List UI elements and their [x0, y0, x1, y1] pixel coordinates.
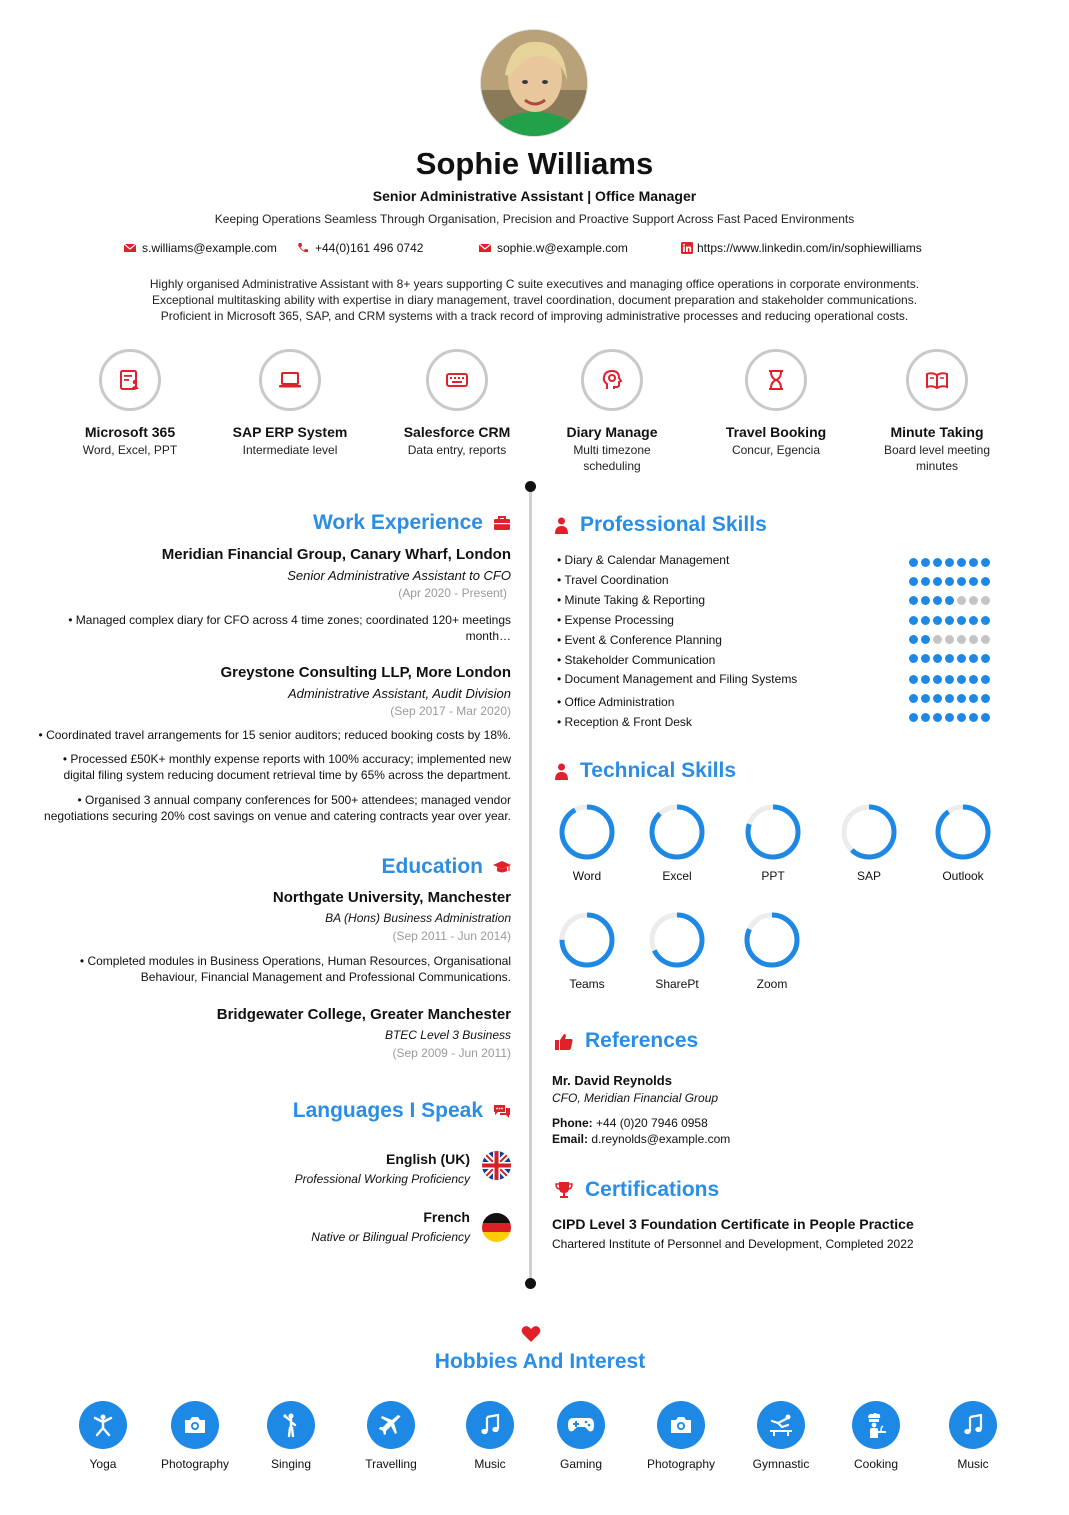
- rating-dot-filled: [909, 713, 918, 722]
- skill-rating: [909, 694, 990, 703]
- uk-flag-icon: [482, 1151, 511, 1180]
- section-title: Technical Skills: [580, 759, 737, 782]
- skill-name: • Minute Taking & Reporting: [557, 593, 706, 607]
- section-work-experience: [313, 511, 511, 535]
- tile-circle: [581, 349, 643, 411]
- progress-ring: [558, 911, 616, 969]
- tech-skill: [742, 911, 802, 991]
- tile-subtitle: minutes: [915, 459, 959, 473]
- profile-photo: [480, 29, 588, 137]
- hobby-circle: [949, 1401, 997, 1449]
- hobby-label: Music: [474, 1457, 506, 1471]
- rating-dot-filled: [921, 654, 930, 663]
- certificate-detail: Chartered Institute of Personnel and Development, Completed 2022: [552, 1237, 914, 1251]
- job-bullet: digital filing system reducing document retrieval time by 65% across the department.: [63, 768, 511, 782]
- job-bullet: month…: [465, 629, 511, 643]
- rating-dot-empty: [981, 635, 990, 644]
- skill-name: • Stakeholder Communication: [557, 653, 716, 667]
- job-role: Senior Administrative Assistant to CFO: [287, 568, 511, 583]
- rating-dot-filled: [945, 675, 954, 684]
- skill-name: • Office Administration: [557, 695, 675, 709]
- progress-ring: [744, 803, 802, 861]
- skill-name: • Event & Conference Planning: [557, 633, 722, 647]
- hobby-circle: [367, 1401, 415, 1449]
- contact-linkedin[interactable]: [681, 241, 922, 255]
- progress-ring: [743, 911, 801, 969]
- gymnastic-icon: [768, 1413, 794, 1437]
- rating-dot-filled: [909, 654, 918, 663]
- tile-circle: [99, 349, 161, 411]
- tech-skill-label: Word: [572, 869, 602, 883]
- skill-name: • Document Management and Filing Systems: [557, 672, 798, 686]
- tech-skill-label: Excel: [662, 869, 692, 883]
- progress-ring: [840, 803, 898, 861]
- tile-subtitle: Concur, Egencia: [731, 443, 821, 457]
- rating-dot-filled: [945, 596, 954, 605]
- gamepad-icon: [567, 1415, 595, 1435]
- rating-dot-filled: [933, 596, 942, 605]
- rating-dot-filled: [969, 654, 978, 663]
- ring-progress: [562, 807, 612, 857]
- progress-ring: [648, 803, 706, 861]
- rating-dot-filled: [981, 654, 990, 663]
- hobby-label: Photography: [160, 1457, 230, 1471]
- tech-skill-label: SharePt: [655, 977, 699, 991]
- rating-dot-filled: [921, 675, 930, 684]
- reference-phone: [552, 1116, 708, 1130]
- job-bullet: • Processed £50K+ monthly expense reports with 100% accuracy; implemented new: [62, 752, 511, 766]
- job-headline: Senior Administrative Assistant | Office Manager: [372, 188, 697, 204]
- hobby-item: [440, 1401, 540, 1471]
- section-title: Education: [381, 855, 483, 878]
- tile-circle: [906, 349, 968, 411]
- section-references: [555, 1029, 698, 1053]
- section-title: Work Experience: [312, 511, 483, 534]
- job-bullet: • Organised 3 annual company conferences for 500+ attendees; managed vendor: [77, 793, 511, 807]
- hourglass-icon: [767, 369, 785, 391]
- rating-dot-filled: [909, 596, 918, 605]
- rating-dot-filled: [909, 635, 918, 644]
- hobby-label: Photography: [646, 1457, 716, 1471]
- contact-phone[interactable]: [297, 241, 423, 255]
- rating-dot-filled: [957, 558, 966, 567]
- heart-icon: [521, 1325, 541, 1343]
- hobby-circle: [557, 1401, 605, 1449]
- section-title: Professional Skills: [580, 513, 767, 536]
- section-technical-skills: [555, 759, 736, 783]
- tech-skill: [557, 911, 617, 991]
- rating-dot-filled: [921, 635, 930, 644]
- skill-rating: [909, 713, 990, 722]
- rating-dot-filled: [921, 694, 930, 703]
- rating-dot-filled: [981, 675, 990, 684]
- tech-skill: [839, 803, 899, 883]
- tile-title: SAP ERP System: [232, 424, 348, 440]
- hobby-circle: [171, 1401, 219, 1449]
- airplane-icon: [379, 1413, 403, 1437]
- tech-skill-label: PPT: [761, 869, 785, 883]
- chat-bubbles-icon: [493, 1102, 511, 1120]
- hobby-item: [53, 1401, 153, 1471]
- language-level: Native or Bilingual Proficiency: [311, 1230, 470, 1244]
- person-name: Sophie Williams: [415, 146, 654, 181]
- skill-rating: [909, 675, 990, 684]
- hobby-label: Travelling: [365, 1457, 417, 1471]
- edu-dates: (Sep 2011 - Jun 2014): [392, 929, 511, 943]
- rating-dot-filled: [981, 713, 990, 722]
- edu-bullet: Behaviour, Financial Management and Professional Communications.: [140, 970, 511, 984]
- ring-progress: [938, 807, 988, 857]
- hobby-circle: [466, 1401, 514, 1449]
- summary-line: Exceptional multitasking ability with expertise in diary management, travel coordination, document preparation and stakeholder communications.: [151, 293, 918, 307]
- music-note-icon: [479, 1414, 501, 1436]
- language-item: [295, 1151, 470, 1186]
- contact-email[interactable]: [124, 241, 277, 255]
- phone-text: +44(0)161 496 0742: [315, 241, 424, 255]
- tile-circle: [745, 349, 807, 411]
- rating-dot-filled: [969, 558, 978, 567]
- rating-dot-empty: [957, 596, 966, 605]
- certificate-name: CIPD Level 3 Foundation Certificate in People Practice: [552, 1216, 914, 1232]
- rating-dot-filled: [969, 577, 978, 586]
- rating-dot-filled: [969, 675, 978, 684]
- hobby-circle: [267, 1401, 315, 1449]
- rating-dot-filled: [981, 577, 990, 586]
- hobby-label: Cooking: [853, 1457, 899, 1471]
- summary-line: Proficient in Microsoft 365, SAP, and CRM systems with a track record of improving administrative processes and reducing operational costs.: [160, 309, 909, 323]
- hobby-item: [145, 1401, 245, 1471]
- skill-name: • Reception & Front Desk: [557, 715, 692, 729]
- timeline-divider: [529, 486, 532, 1284]
- rating-dot-filled: [945, 558, 954, 567]
- rating-dot-filled: [933, 675, 942, 684]
- camera-icon: [183, 1415, 207, 1435]
- tile-subtitle: Multi timezone: [573, 443, 651, 457]
- rating-dot-empty: [981, 596, 990, 605]
- edu-bullet: • Completed modules in Business Operations, Human Resources, Organisational: [79, 954, 511, 968]
- rating-dot-filled: [933, 694, 942, 703]
- progress-ring: [558, 803, 616, 861]
- thumbs-up-icon: [555, 1033, 573, 1050]
- rating-dot-filled: [933, 713, 942, 722]
- rating-dot-empty: [945, 635, 954, 644]
- tile-subtitle: Intermediate level: [242, 443, 338, 457]
- rating-dot-filled: [957, 616, 966, 625]
- skill-rating: [909, 616, 990, 625]
- laptop-icon: [278, 369, 302, 391]
- section-hobbies: Hobbies And Interest: [434, 1350, 646, 1373]
- tile-title: Travel Booking: [725, 424, 827, 440]
- skill-name: • Travel Coordination: [557, 573, 669, 587]
- edu-degree: BTEC Level 3 Business: [384, 1028, 511, 1042]
- rating-dot-filled: [969, 616, 978, 625]
- phone-icon: [297, 242, 309, 254]
- rating-dot-filled: [921, 558, 930, 567]
- language-name: English (UK): [386, 1151, 470, 1167]
- tile-title: Diary Manage: [566, 424, 658, 440]
- ring-progress: [652, 807, 702, 857]
- rating-dot-filled: [933, 654, 942, 663]
- rating-dot-filled: [969, 694, 978, 703]
- rating-dot-empty: [933, 635, 942, 644]
- hobby-item: [631, 1401, 731, 1471]
- tech-skill: [647, 911, 707, 991]
- rating-dot-filled: [921, 577, 930, 586]
- section-title: References: [585, 1029, 699, 1052]
- skill-tile: [215, 349, 365, 458]
- section-languages: [293, 1099, 511, 1123]
- skill-rating: [909, 558, 990, 567]
- cooking-icon: [864, 1412, 888, 1438]
- skill-rating: [909, 577, 990, 586]
- language-level: Professional Working Proficiency: [294, 1172, 470, 1186]
- timeline-dot: [525, 481, 536, 492]
- rating-dot-filled: [945, 694, 954, 703]
- tech-skill: [647, 803, 707, 883]
- reference-email[interactable]: [552, 1132, 730, 1146]
- hobby-item: [241, 1401, 341, 1471]
- trophy-icon: [555, 1181, 573, 1199]
- rating-dot-filled: [909, 616, 918, 625]
- rating-dot-filled: [969, 713, 978, 722]
- email2-text: sophie.w@example.com: [497, 241, 628, 255]
- rating-dot-filled: [981, 558, 990, 567]
- job-dates: (Sep 2017 - Mar 2020): [390, 704, 511, 718]
- rating-dot-filled: [933, 577, 942, 586]
- section-title: Languages I Speak: [292, 1099, 483, 1122]
- email-text: s.williams@example.com: [142, 241, 277, 255]
- rating-dot-filled: [957, 713, 966, 722]
- tile-title: Salesforce CRM: [403, 424, 511, 440]
- tile-title: Minute Taking: [890, 424, 984, 440]
- briefcase-icon: [493, 514, 511, 532]
- tagline: Keeping Operations Seamless Through Organisation, Precision and Proactive Support Across Fast Paced Environments: [214, 212, 855, 226]
- tech-skill: [557, 803, 617, 883]
- email-label: Email:: [552, 1132, 589, 1146]
- section-professional-skills: [555, 513, 767, 537]
- rating-dot-filled: [957, 675, 966, 684]
- job-org: Meridian Financial Group, Canary Wharf, London: [161, 546, 511, 563]
- section-title: Certifications: [585, 1178, 720, 1201]
- rating-dot-empty: [969, 635, 978, 644]
- edu-dates: (Sep 2009 - Jun 2011): [392, 1046, 511, 1060]
- camera-icon: [669, 1415, 693, 1435]
- document-user-icon: [119, 369, 141, 391]
- hobby-circle: [852, 1401, 900, 1449]
- hobby-item: [341, 1401, 441, 1471]
- job-bullet: • Managed complex diary for CFO across 4 time zones; coordinated 120+ meetings: [68, 613, 511, 627]
- hobby-label: Yoga: [89, 1457, 117, 1471]
- tile-subtitle: scheduling: [583, 459, 641, 473]
- person-icon: [555, 763, 568, 780]
- head-gear-icon: [601, 369, 623, 391]
- email-value: d.reynolds@example.com: [591, 1132, 731, 1146]
- rating-dot-filled: [945, 654, 954, 663]
- rating-dot-filled: [933, 616, 942, 625]
- tile-circle: [426, 349, 488, 411]
- rating-dot-filled: [957, 694, 966, 703]
- tile-title: Microsoft 365: [84, 424, 176, 440]
- rating-dot-filled: [933, 558, 942, 567]
- rating-dot-filled: [909, 694, 918, 703]
- hobby-label: Singing: [270, 1457, 312, 1471]
- progress-ring: [648, 911, 706, 969]
- rating-dot-filled: [909, 675, 918, 684]
- tech-skill: [743, 803, 803, 883]
- singer-icon: [279, 1412, 303, 1438]
- skill-rating: [909, 635, 990, 644]
- summary-line: Highly organised Administrative Assistant with 8+ years supporting C suite executives and managing office operations in corporate environments.: [149, 277, 920, 291]
- progress-ring: [934, 803, 992, 861]
- hobby-item: [531, 1401, 631, 1471]
- job-bullet: • Coordinated travel arrangements for 15 senior auditors; reduced booking costs by 18%.: [38, 728, 511, 742]
- tile-circle: [259, 349, 321, 411]
- rating-dot-empty: [969, 596, 978, 605]
- rating-dot-filled: [921, 616, 930, 625]
- skill-tile: [55, 349, 205, 458]
- yoga-icon: [90, 1412, 116, 1438]
- hobby-item: [731, 1401, 831, 1471]
- skill-rating: [909, 596, 990, 605]
- phone-label: Phone:: [552, 1116, 593, 1130]
- rating-dot-filled: [957, 577, 966, 586]
- hobby-circle: [79, 1401, 127, 1449]
- rating-dot-filled: [981, 616, 990, 625]
- skill-tile: [862, 349, 1012, 474]
- music-note-icon: [962, 1414, 984, 1436]
- phone-value: +44 (0)20 7946 0958: [596, 1116, 708, 1130]
- skill-name: • Expense Processing: [557, 613, 674, 627]
- skill-tile: [701, 349, 851, 458]
- germany-flag-icon: [482, 1213, 511, 1242]
- reference-role: CFO, Meridian Financial Group: [552, 1091, 719, 1105]
- job-role: Administrative Assistant, Audit Division: [287, 686, 511, 701]
- linkedin-icon: [681, 242, 693, 254]
- job-dates: (Apr 2020 - Present): [398, 586, 507, 600]
- tile-subtitle: Data entry, reports: [407, 443, 507, 457]
- section-certifications: [555, 1178, 719, 1202]
- hobby-item: [826, 1401, 926, 1471]
- hobby-circle: [657, 1401, 705, 1449]
- language-item: [311, 1209, 470, 1244]
- contact-email-secondary[interactable]: [479, 241, 628, 255]
- graduation-cap-icon: [493, 858, 511, 876]
- rating-dot-filled: [945, 577, 954, 586]
- tile-subtitle: Word, Excel, PPT: [82, 443, 178, 457]
- tech-skill-label: Teams: [569, 977, 605, 991]
- rating-dot-filled: [921, 713, 930, 722]
- envelope-icon: [479, 242, 491, 254]
- book-icon: [925, 369, 949, 391]
- rating-dot-filled: [957, 654, 966, 663]
- linkedin-text: https://www.linkedin.com/in/sophiewilliams: [697, 241, 922, 255]
- rating-dot-filled: [981, 694, 990, 703]
- tech-skill-label: SAP: [856, 869, 881, 883]
- skill-tile: [382, 349, 532, 458]
- profile-summary: [100, 276, 969, 324]
- edu-degree: BA (Hons) Business Administration: [325, 911, 511, 925]
- person-icon: [555, 517, 568, 534]
- reference-name: Mr. David Reynolds: [552, 1073, 672, 1088]
- job-bullet: negotiations securing 20% cost savings on venue and catering contracts year over year.: [44, 809, 511, 823]
- envelope-icon: [124, 242, 136, 254]
- hobby-item: [923, 1401, 1023, 1471]
- skill-tile: [537, 349, 687, 474]
- hobby-label: Music: [957, 1457, 989, 1471]
- hobby-label: Gaming: [559, 1457, 603, 1471]
- rating-dot-filled: [921, 596, 930, 605]
- job-org: Greystone Consulting LLP, More London: [220, 664, 511, 681]
- section-education: [381, 855, 511, 879]
- skill-name: • Diary & Calendar Management: [557, 553, 730, 567]
- keyboard-icon: [445, 369, 469, 391]
- rating-dot-filled: [909, 577, 918, 586]
- tile-subtitle: Board level meeting: [883, 443, 991, 457]
- hobby-label: Gymnastic: [752, 1457, 810, 1471]
- tech-skill-label: Outlook: [942, 869, 984, 883]
- language-name: French: [423, 1209, 470, 1225]
- rating-dot-empty: [957, 635, 966, 644]
- rating-dot-filled: [945, 616, 954, 625]
- rating-dot-filled: [945, 713, 954, 722]
- edu-org: Bridgewater College, Greater Manchester: [216, 1006, 511, 1023]
- edu-org: Northgate University, Manchester: [272, 889, 511, 906]
- skill-rating: [909, 654, 990, 663]
- hobby-circle: [757, 1401, 805, 1449]
- timeline-dot: [525, 1278, 536, 1289]
- tech-skill-label: Zoom: [756, 977, 788, 991]
- rating-dot-filled: [909, 558, 918, 567]
- tech-skill: [933, 803, 993, 883]
